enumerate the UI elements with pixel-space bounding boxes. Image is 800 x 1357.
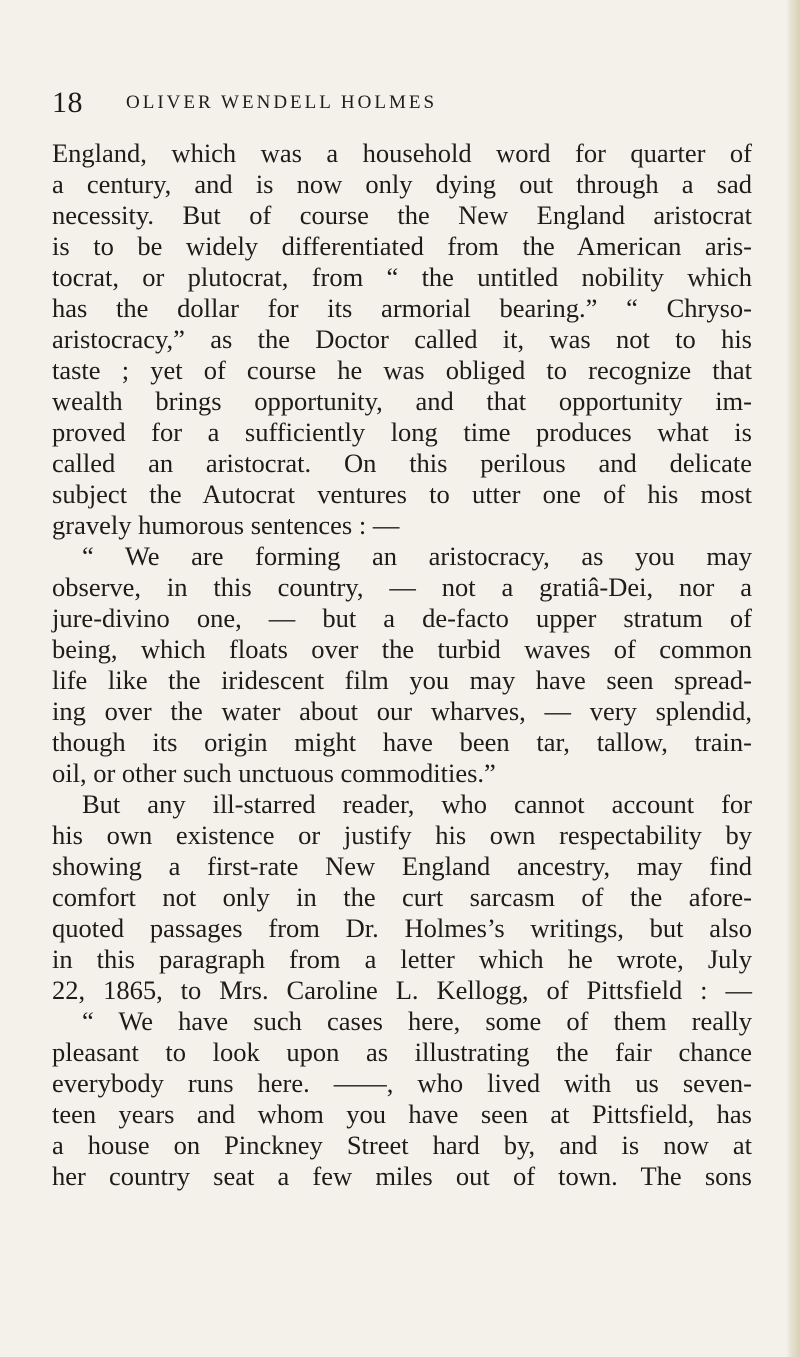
text-line: England, which was a household word for quarter of bbox=[52, 138, 752, 168]
text-line: a century, and is now only dying out through a sad bbox=[52, 169, 752, 199]
text-line: has the dollar for its armorial bearing.” “ Chryso- bbox=[52, 293, 752, 323]
text-line: his own existence or justify his own respectability by bbox=[52, 820, 752, 850]
text-line: subject the Autocrat ventures to utter one of his most bbox=[52, 479, 752, 509]
text-line: wealth brings opportunity, and that opportunity im- bbox=[52, 386, 752, 416]
text-line: quoted passages from Dr. Holmes’s writings, but also bbox=[52, 913, 752, 943]
text-line: her country seat a few miles out of town. The sons bbox=[52, 1161, 752, 1191]
text-line: is to be widely differentiated from the American aris- bbox=[52, 231, 752, 261]
body-text bbox=[52, 138, 752, 1192]
text-line: gravely humorous sentences : — bbox=[52, 510, 400, 540]
text-line: jure-divino one, — but a de-facto upper stratum of bbox=[52, 603, 752, 633]
text-line: taste ; yet of course he was obliged to recognize that bbox=[52, 355, 752, 385]
text-line: “ We are forming an aristocracy, as you may bbox=[82, 541, 752, 571]
text-line: oil, or other such unctuous commodities.” bbox=[52, 758, 496, 788]
text-line: 22, 1865, to Mrs. Caroline L. Kellogg, of Pittsfield : — bbox=[52, 975, 752, 1005]
text-line: pleasant to look upon as illustrating the fair chance bbox=[52, 1037, 752, 1067]
running-head bbox=[52, 76, 752, 119]
text-line: teen years and whom you have seen at Pittsfield, has bbox=[52, 1099, 752, 1129]
text-line: proved for a sufficiently long time produces what is bbox=[52, 417, 752, 447]
text-line: But any ill-starred reader, who cannot account for bbox=[82, 789, 752, 819]
text-line: “ We have such cases here, some of them really bbox=[82, 1006, 752, 1036]
text-line: everybody runs here. ——, who lived with us seven- bbox=[52, 1068, 752, 1098]
text-line: though its origin might have been tar, tallow, train- bbox=[52, 727, 752, 757]
text-line: being, which floats over the turbid waves of common bbox=[52, 634, 752, 664]
text-line: observe, in this country, — not a gratiâ-Dei, nor a bbox=[52, 572, 752, 602]
text-line: ing over the water about our wharves, — very splendid, bbox=[52, 696, 752, 726]
text-line: aristocracy,” as the Doctor called it, was not to his bbox=[52, 324, 752, 354]
text-line: a house on Pinckney Street hard by, and is now at bbox=[52, 1130, 752, 1160]
running-title: OLIVER WENDELL HOLMES bbox=[126, 92, 438, 113]
text-line: tocrat, or plutocrat, from “ the untitled nobility which bbox=[52, 262, 752, 292]
page-edge-shadow bbox=[786, 0, 800, 1357]
text-line: showing a first-rate New England ancestry, may find bbox=[52, 851, 752, 881]
text-line: comfort not only in the curt sarcasm of the afore- bbox=[52, 882, 752, 912]
text-line: in this paragraph from a letter which he wrote, July bbox=[52, 944, 752, 974]
text-line: life like the iridescent film you may have seen spread- bbox=[52, 665, 752, 695]
text-line: necessity. But of course the New England aristocrat bbox=[52, 200, 752, 230]
text-line: called an aristocrat. On this perilous and delicate bbox=[52, 448, 752, 478]
page-number: 18 bbox=[52, 86, 83, 119]
